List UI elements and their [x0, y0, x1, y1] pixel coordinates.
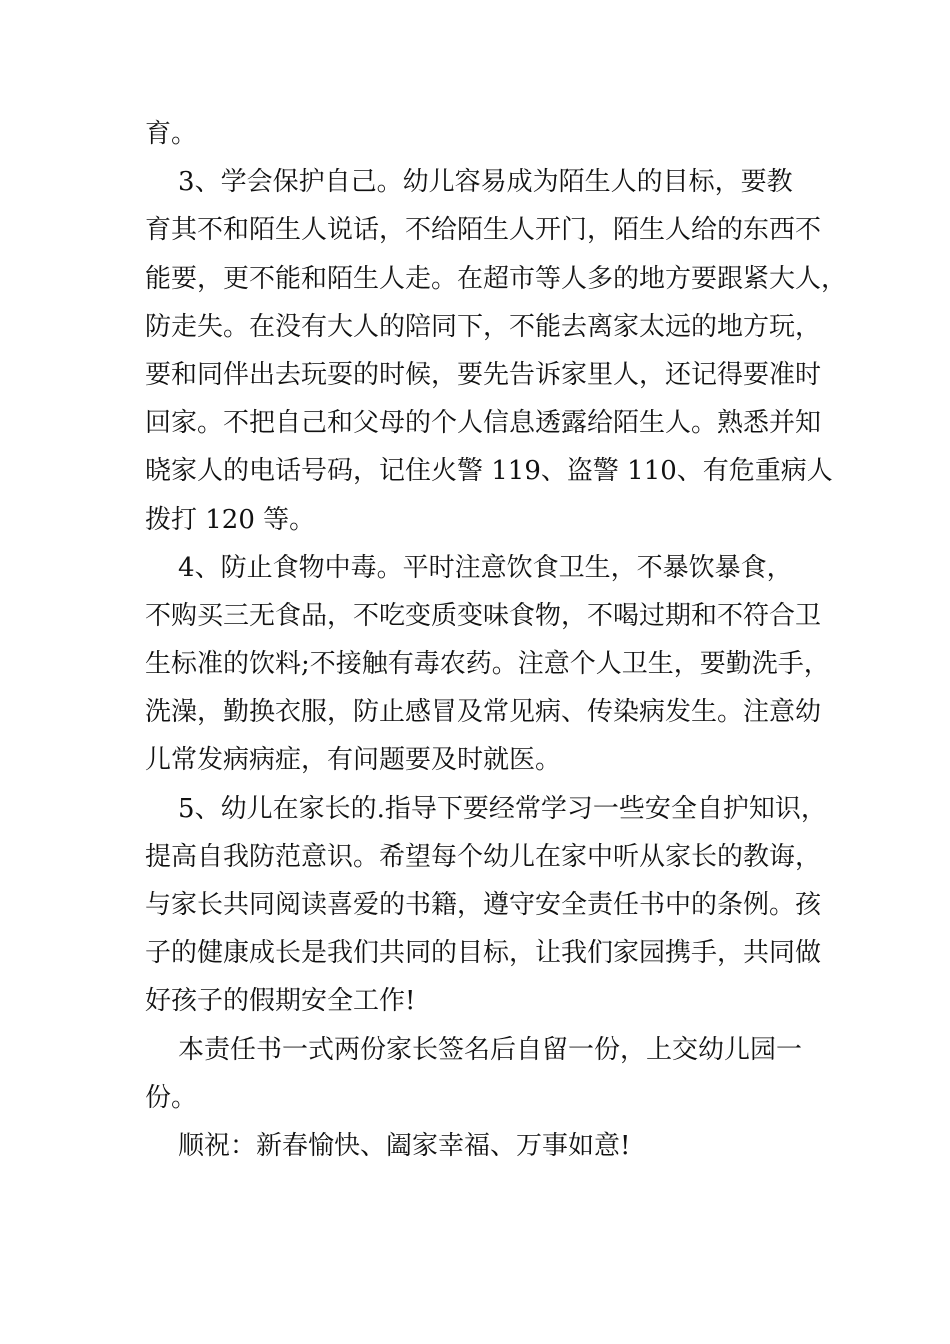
text-line: 不购买三无食品，不吃变质变味食物，不喝过期和不符合卫	[145, 600, 822, 631]
text-line: 洗澡，勤换衣服，防止感冒及常见病、传染病发生。注意幼	[145, 697, 822, 728]
text-line: 晓家人的电话号码，记住火警 119、盗警 110、有危重病人	[145, 456, 833, 487]
text-line: 份。	[145, 1082, 198, 1113]
text-line: 拨打 120 等。	[145, 504, 316, 535]
text-line: 育。	[145, 119, 198, 149]
document-body	[145, 110, 848, 1170]
text-line: 5、幼儿在家长的.指导下要经常学习一些安全自护知识，	[145, 793, 827, 824]
text-line: 防走失。在没有大人的陪同下，不能去离家太远的地方玩，	[145, 311, 822, 342]
text-line: 儿常发病病症，有问题要及时就医。	[145, 745, 562, 776]
text-line: 本责任书一式两份家长签名后自留一份，上交幼儿园一	[145, 1034, 803, 1065]
text-line: 能要，更不能和陌生人走。在超市等人多的地方要跟紧大人，	[145, 263, 848, 294]
text-line: 回家。不把自己和父母的个人信息透露给陌生人。熟悉并知	[145, 408, 822, 439]
text-line: 顺祝：新春愉快、阖家幸福、万事如意!	[145, 1130, 631, 1161]
text-line: 3、学会保护自己。幼儿容易成为陌生人的目标，要教	[145, 167, 793, 198]
text-line: 育其不和陌生人说话，不给陌生人开门，陌生人给的东西不	[145, 215, 822, 246]
text-line: 提高自我防范意识。希望每个幼儿在家中听从家长的教诲，	[145, 841, 822, 872]
text-line: 要和同伴出去玩耍的时候，要先告诉家里人，还记得要准时	[145, 359, 822, 390]
text-line: 好孩子的假期安全工作!	[145, 986, 416, 1017]
text-line: 4、防止食物中毒。平时注意饮食卫生，不暴饮暴食，	[145, 552, 793, 583]
text-line: 与家长共同阅读喜爱的书籍，遵守安全责任书中的条例。孩	[145, 890, 822, 920]
text-line: 子的健康成长是我们共同的目标，让我们家园携手，共同做	[145, 938, 822, 969]
text-line: 生标准的饮料;不接触有毒农药。注意个人卫生，要勤洗手，	[145, 649, 830, 680]
